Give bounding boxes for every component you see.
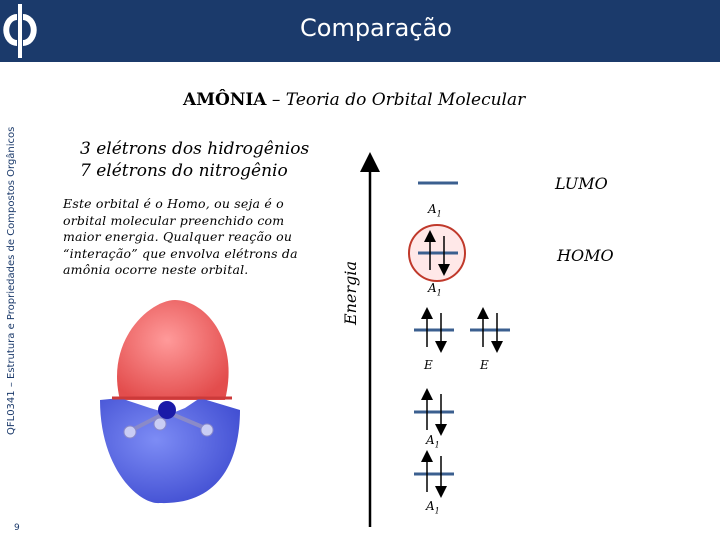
lobe-red	[117, 300, 229, 400]
hydrogen-atom-2	[201, 424, 213, 436]
subtitle-molecule: AMÔNIA	[183, 90, 267, 110]
orbital-label-e-left: E	[424, 358, 433, 372]
orbital-label-lumo: $A_1$	[428, 202, 442, 219]
course-side-label: QFL0341 – Estrutura e Propriedades de Compostos Orgânicos	[6, 126, 17, 435]
hydrogen-atom-1	[124, 426, 136, 438]
orbital-label-e-right: E	[480, 358, 489, 372]
orbital-label-a1-lower: $A_1$	[426, 433, 440, 450]
orbital-model	[100, 300, 240, 503]
nitrogen-atom	[158, 401, 176, 419]
homo-description: Este orbital é o Homo, ou seja é o orbital molecular preenchido com maior energia. Qualquer reação ou “interação” que envolva elétrons da amônia ocorre neste orbital.	[63, 196, 298, 277]
orbital-label-a1-lowest: $A_1$	[426, 499, 440, 516]
homo-tag: HOMO	[557, 246, 614, 265]
hydrogen-atom-3	[154, 418, 166, 430]
slide-title: Comparação	[300, 14, 452, 42]
electron-count-nitrogen: 7 elétrons do nitrogênio	[80, 161, 288, 181]
subtitle-theory: – Teoria do Orbital Molecular	[266, 90, 526, 110]
lumo-tag: LUMO	[555, 174, 608, 193]
page-number: 9	[14, 523, 20, 533]
electron-count-hydrogen: 3 elétrons dos hidrogênios	[80, 139, 310, 159]
energy-axis-label: Energia	[341, 261, 360, 325]
orbital-label-homo: $A_1$	[428, 281, 442, 298]
